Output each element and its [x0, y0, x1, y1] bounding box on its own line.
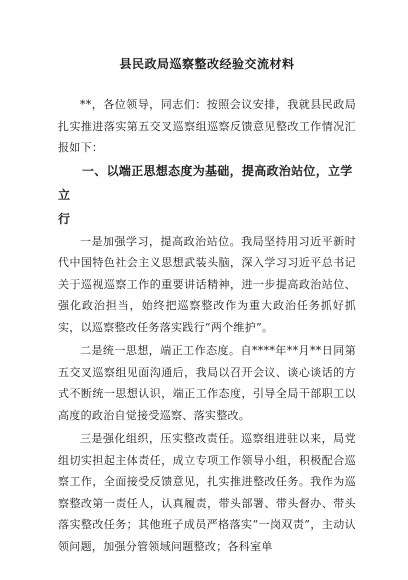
- paragraph-thinking: 二是统一思想，端正工作态度。自****年**月**日同第五交叉巡察组见面沟通后，我局以召开会议、谈心谈话的方式不断统一思想认识，端正工作态度，引导全局干部职工以高度的政治自觉接受巡察、落实整改。: [58, 344, 356, 422]
- section-heading-1: [58, 159, 356, 231]
- section-heading-1-line1: 一、以端正思想态度为基础，提高政治站位，立学立: [58, 163, 353, 202]
- paragraph-study: 一是加强学习，提高政治站位。我局坚持用习近平新时代中国特色社会主义思想武装头脑，深入学习习近平总书记关于巡视巡察工作的重要讲话精神，进一步提高政治站位、强化政治担当，始终把巡察整改作为重大政治任务抓好抓实，以巡察整改任务落实践行“两个维护”。: [58, 234, 356, 334]
- intro-paragraph: **，各位领导，同志们：按照会议安排，我就县民政局扎实推进落实第五交叉巡察组巡察反馈意见整改工作情况汇报如下：: [58, 98, 356, 154]
- section-heading-1-line2: 行: [58, 211, 71, 226]
- document-title: 县民政局巡察整改经验交流材料: [119, 57, 295, 71]
- paragraph-organization: 三是强化组织，压实整改责任。巡察组进驻以来，局党组切实担起主体责任，成立专项工作领导小组，积极配合巡察工作，全面接受反馈意见，扎实推进整改任务。我作为巡察整改第一责任人，认真履责，带头部署、带头督办、带头落实整改任务；其他班子成员严格落实“一岗双责”，主动认领问题，加强分管领域问题整改；各科室单: [58, 432, 356, 553]
